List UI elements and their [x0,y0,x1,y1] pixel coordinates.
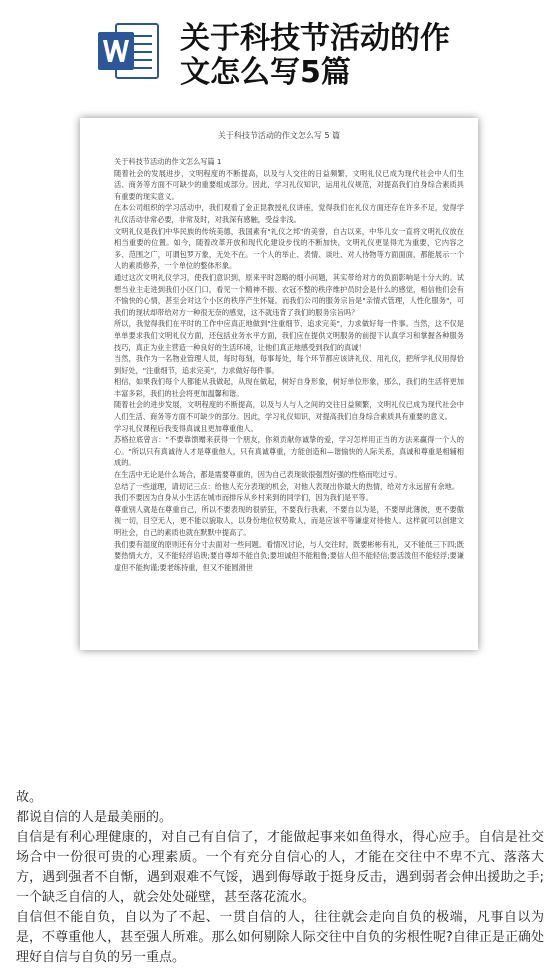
article-paragraph: 自信但不能自负，自以为了不起、一贯自信的人，往往就会走向自负的极端，凡事自以为是，不尊重他人，甚至强人所难。那么如何剔除人际交往中自负的劣根性呢?自律正是正确处理好自信与自负的另一重点。 [16,910,544,965]
preview-paragraph: 苏格拉底曾言："不要靠馈赠来获得一个朋友，你须贡献你诚挚的爱，学习怎样用正当的方法来赢得一个人的心。"所以只有真诚待人才是尊重他人，只有真诚尊重，方能创造和—谐愉快的人际关系，真诚和尊重是相辅相成的。 [114,435,464,468]
preview-paragraph: 我们要有湿度的原则还有分寸去面对一些问题。看情况讨论，与人交往时，既要彬彬有礼，又不能低三下四;既要热情大方，又不能轻浮谄谀;要自尊却不能自负;要坦诚但不能粗鲁;要信人但不能轻信;要活泼但不能轻浮;要谦虚但不能拘谨;要老练持重，但又不能圆滑世 [114,539,464,572]
preview-paragraph: 在本公司组织的学习活动中，我们观看了金正昆教授礼仪讲座，觉得我们在礼仪方面还存在许多不足，觉得学礼仪活动非常必要，非常及时，对我深有感触，受益非浅。 [114,203,464,224]
article-paragraph: 自信是有利心理健康的，对自己有自信了，才能做起事来如鱼得水，得心应手。自信是社交场合中一份很可贵的心理素质。一个有充分自信心的人，才能在交往中不卑不亢、落落大方，遇到强者不自惭，遇到艰难不气馁，遇到侮辱敢于挺身反击，遇到弱者会伸出援助之手;一个缺乏自信的人，就会处处碰壁，甚至落花流水。 [16,830,544,905]
article-paragraph: 都说自信的人是最美丽的。 [16,810,173,825]
preview-page-title: 关于科技节活动的作文怎么写 5 篇 [217,131,341,140]
document-page-preview [80,118,478,650]
preview-paragraph: 在生活中无论是什么场合，都是需要尊重的，因为自己表现欲很强烈好强的性格而吃过亏。 [114,470,402,480]
preview-paragraph: 关于科技节活动的作文怎么写篇 1 [114,157,222,166]
document-title-line-1: 关于科技节活动的作 [180,21,450,56]
document-title [180,22,540,90]
document-title-line-2: 文怎么写5篇 [180,55,351,90]
preview-paragraph: 随着社会的进步发展，文明程度的不断提高，以及与人与人之间的交往日益频繁，文明礼仪已成为现代社会中人们生活、商务等方面不可缺少的部分。因此，学习礼仪知识，对提高我们自身综合素质具有重要的意义。 [114,400,464,422]
preview-paragraph: 随着社会的发展进步，文明程度的不断提高，以及与人交往的日益频繁，文明礼仪已成为现代社会中人们生活、商务等方面不可缺少的重要组成部分。因此，学习礼仪知识，运用礼仪规范，对提高我们自身综合素质具有重要的现实意义。 [114,168,464,201]
preview-paragraph: 文明礼仪是我们中华民族的传统美德，我国素有"礼仪之邦"的美誉，自古以来，中华儿女一直将文明礼仪放在相当重要的位置。如今，随着改革开放和现代化建设步伐的不断加快，文明礼仪更显得尤为重要，它内容之多、范围之广，可谓包罗万象，无处不在。一个人的举止、表情、谈吐、对人待物等方面面面，都能展示一个人的素质修养，一个单位的整体形象。 [114,226,464,271]
article-text [16,788,544,968]
preview-paragraph: 我们不要因为自身从小生活在城市而排斥从乡村来到的同学们，因为我们是平等。 [114,493,373,503]
preview-paragraph: 所以，我觉得我们在平时的工作中应真正地做到"注重细节、追求完美"，力求做好每一件事。当然，这不仅是单单要求我们文明礼仪方面，还包括业务水平方面，我们应在提供文明服务的前提下认真学习和掌握各种服务技巧，真正为业主营造一种良好的生活环境，让他们真正地感受到我们的真诚！ [114,319,464,352]
word-document-icon [96,22,160,80]
preview-paragraph: 学习礼仪课程后我变得真诚且更加尊重他人。 [114,423,258,433]
preview-paragraph: 相信，如果我们每个人都能从我做起，从现在做起，树好自身形象，树好单位形象，那么，我们的生活将更加丰富多彩，我们的社会将更加温馨和谐。 [114,377,464,398]
article-paragraph: 故。 [16,790,43,805]
document-header [0,0,560,100]
preview-paragraph: 尊重别人就是在尊重自己，所以不要表现的很骄狂，不要我行我素，不要自以为是，不要厚此薄彼，更不要傲视一切，目空无人，更不能以貌取人，以身份地位权势欺人，而是应该平等谦虚对待他人。这样就可以创建文明社会，自己的素质也就在默默中提高了。 [114,504,464,537]
preview-body [114,156,464,573]
preview-paragraph: 总结了一些道理，请切记三点：给他人充分表现的机会，对他人表现出你最大的热情，给对方永远留有余地。 [114,481,460,491]
preview-paragraph: 通过这次文明礼仪学习，使我们意识到，原来平时忽略的细小问题，其实带给对方的负面影响是十分大的。试想当业主走进到我们小区门口，看见一个精神不振、衣冠不整的秩序维护员时会是什么的感觉，相信他们会有不愉快的心情，甚至会对这个小区的秩序产生怀疑。而我们公司的服务宗旨是"亲情式管理，人性化服务"，可我们的现状却带给对方一种很无奈的感觉，这不就违背了我们的服务宗旨吗？ [114,272,464,317]
preview-paragraph: 当然，我作为一名物业管理人员，每时每刻，每事每处，每个环节都应该讲礼仪、用礼仪，把所学礼仪用得恰到好处，"注重细节，追求完美"，力求做好每件事。 [114,354,464,375]
